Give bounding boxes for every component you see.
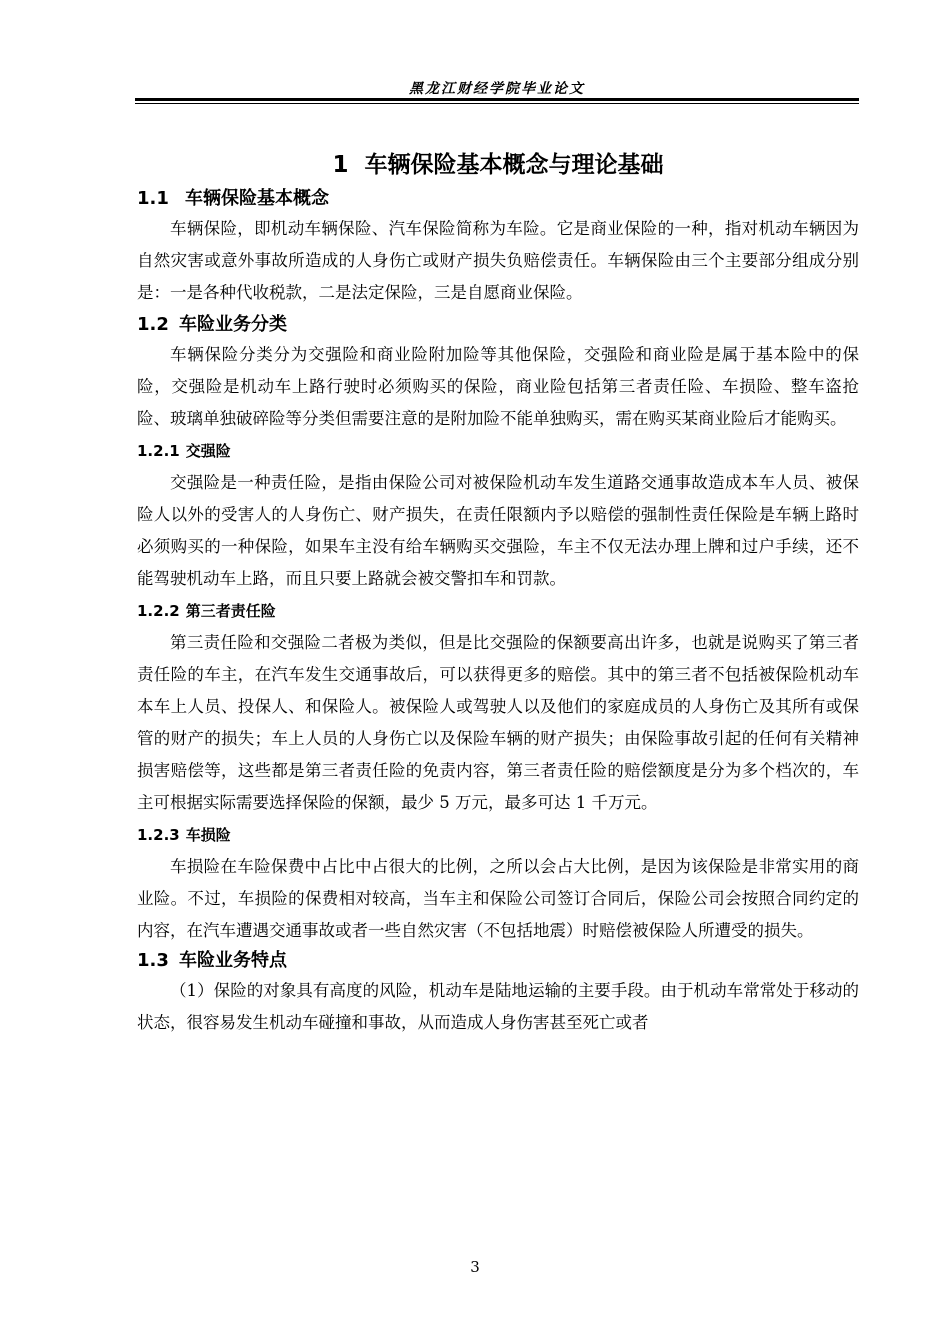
section-title: 车险业务分类 xyxy=(179,314,287,335)
subsection-heading-1-2-1 xyxy=(137,435,859,467)
section-number: 1.2 xyxy=(137,314,169,335)
section-title: 车辆保险基本概念 xyxy=(185,188,329,209)
subsection-title: 交强险 xyxy=(185,442,231,460)
section-heading-1-2 xyxy=(137,311,859,339)
header-rule-thick xyxy=(135,98,859,101)
paragraph-1-2-1: 交强险是一种责任险，是指由保险公司对被保险机动车发生道路交通事故造成本车人员、被保险人以外的受害人的人身伤亡、财产损失，在责任限额内予以赔偿的强制性责任保险是车辆上路时必须购买的一种保险，如果车主没有给车辆购买交强险，车主不仅无法办理上牌和过户手续，还不能驾驶机动车上路，而且只要上路就会被交警扣车和罚款。 xyxy=(137,473,859,588)
page-number: 3 xyxy=(470,1258,480,1276)
running-header: 黑龙江财经学院毕业论文 xyxy=(409,81,585,97)
subsection-title: 车损险 xyxy=(185,826,231,844)
body-content xyxy=(137,145,859,1039)
subsection-heading-1-2-3 xyxy=(137,819,859,851)
subsection-heading-1-2-2 xyxy=(137,595,859,627)
header-rule-thin xyxy=(135,103,859,104)
section-heading-1-1 xyxy=(137,185,859,213)
section-number: 1.3 xyxy=(137,950,169,971)
subsection-title: 第三者责任险 xyxy=(185,602,276,620)
subsection-number: 1.2.1 xyxy=(137,442,180,460)
paragraph-1-2-2: 第三责任险和交强险二者极为类似，但是比交强险的保额要高出许多，也就是说购买了第三者责任险的车主，在汽车发生交通事故后，可以获得更多的赔偿。其中的第三者不包括被保险机动车本车上人员、投保人、和保险人。被保险人或驾驶人以及他们的家庭成员的人身伤亡及其所有或保管的财产的损失；车上人员的人身伤亡以及保险车辆的财产损失；由保险事故引起的任何有关精神损害赔偿等，这些都是第三者责任险的免责内容，第三者责任险的赔偿额度是分为多个档次的，车主可根据实际需要选择保险的保额，最少 5 万元，最多可达 1 千万元。 xyxy=(137,633,859,812)
subsection-number: 1.2.3 xyxy=(137,826,180,844)
section-number: 1.1 xyxy=(137,188,169,209)
paragraph-1-2: 车辆保险分类分为交强险和商业险附加险等其他保险，交强险和商业险是属于基本险中的保险，交强险是机动车上路行驶时必须购买的保险，商业险包括第三者责任险、车损险、整车盗抢险、玻璃单独破碎险等分类但需要注意的是附加险不能单独购买，需在购买某商业险后才能购买。 xyxy=(137,345,859,428)
subsection-number: 1.2.2 xyxy=(137,602,180,620)
section-title: 车险业务特点 xyxy=(179,950,287,971)
paragraph-1-2-3: 车损险在车险保费中占比中占很大的比例，之所以会占大比例，是因为该保险是非常实用的商业险。不过，车损险的保费相对较高，当车主和保险公司签订合同后，保险公司会按照合同约定的内容，在汽车遭遇交通事故或者一些自然灾害（不包括地震）时赔偿被保险人所遭受的损失。 xyxy=(137,857,859,940)
chapter-heading xyxy=(137,145,859,185)
chapter-number: 1 xyxy=(332,152,349,178)
paragraph-1-3: （1）保险的对象具有高度的风险，机动车是陆地运输的主要手段。由于机动车常常处于移动的状态，很容易发生机动车碰撞和事故，从而造成人身伤害甚至死亡或者 xyxy=(137,981,859,1032)
section-heading-1-3 xyxy=(137,947,859,975)
paragraph-1-1: 车辆保险，即机动车辆保险、汽车保险简称为车险。它是商业保险的一种，指对机动车辆因为自然灾害或意外事故所造成的人身伤亡或财产损失负赔偿责任。车辆保险由三个主要部分组成分别是：一是各种代收税款，二是法定保险，三是自愿商业保险。 xyxy=(137,219,859,302)
chapter-title: 车辆保险基本概念与理论基础 xyxy=(364,152,664,178)
